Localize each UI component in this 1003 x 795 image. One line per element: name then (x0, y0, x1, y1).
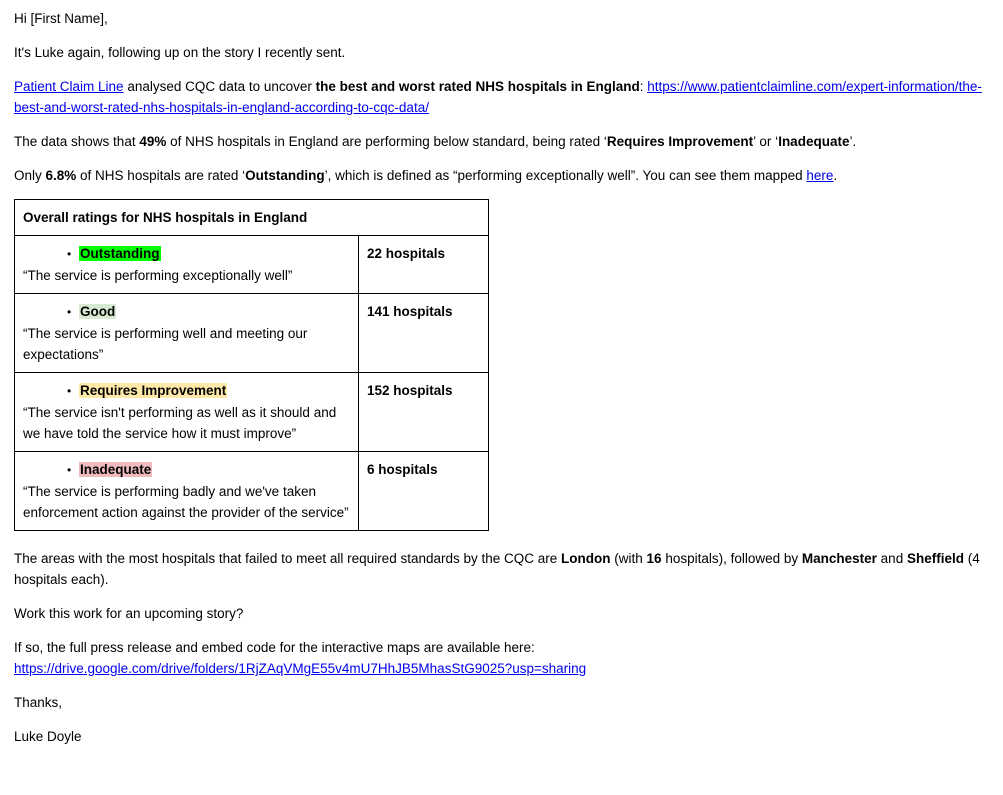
table-title-row (15, 200, 489, 236)
rating-bullet-line (23, 301, 350, 323)
hospital-count: 141 hospitals (359, 294, 489, 373)
rating-label-inadequate: Inadequate (80, 462, 152, 477)
text-run: It's Luke again, following up on the story I recently sent. (14, 45, 346, 60)
bold-text-run: Outstanding (245, 168, 325, 183)
bold-text-run: the best and worst rated NHS hospitals in England (315, 79, 640, 94)
rating-description: “The service isn't performing as well as it should and we have told the service how it must improve” (23, 405, 337, 441)
bullet-icon: • (67, 305, 72, 319)
table-row-inadequate (15, 452, 489, 531)
rating-description: “The service is performing exceptionally well” (23, 268, 293, 283)
text-run: Luke Doyle (14, 729, 82, 744)
text-run: (with (610, 551, 647, 566)
table-row-outstanding (15, 236, 489, 294)
rating-bullet-line (23, 380, 350, 402)
text-run: Work this work for an upcoming story? (14, 606, 244, 621)
rating-bullet-line (23, 243, 350, 265)
bold-text-run: Requires Improvement (606, 134, 754, 149)
bullet-icon: • (67, 247, 72, 261)
bold-text-run: London (561, 551, 611, 566)
bold-text-run: 6.8% (45, 168, 77, 183)
text-run: Thanks, (14, 695, 63, 710)
hospital-count: 152 hospitals (359, 373, 489, 452)
paragraph-signoff (14, 692, 989, 713)
text-run: ’ or ‘ (753, 134, 779, 149)
text-run: Only (14, 168, 46, 183)
text-run: Hi [First Name], (14, 11, 108, 26)
hyperlink[interactable]: here (806, 168, 834, 183)
rating-label-outstanding: Outstanding (80, 246, 160, 261)
paragraph-stat-68 (14, 165, 989, 186)
hyperlink[interactable]: Patient Claim Line (14, 79, 124, 94)
bold-text-run: 49% (139, 134, 167, 149)
bold-text-run: Manchester (801, 551, 877, 566)
rating-description: “The service is performing badly and we've taken enforcement action against the provider of the service” (23, 484, 349, 520)
bold-text-run: Inadequate (778, 134, 850, 149)
rating-description: “The service is performing well and meeting our expectations” (23, 326, 308, 362)
text-run: If so, the full press release and embed code for the interactive maps are available here: (14, 640, 535, 655)
paragraph-areas (14, 548, 989, 590)
text-run: ’, which is defined as “performing exceptionally well”. You can see them mapped (324, 168, 807, 183)
rating-bullet-line (23, 459, 350, 481)
table-row-good (15, 294, 489, 373)
paragraph-stat-49 (14, 131, 989, 152)
rating-label-good: Good (80, 304, 116, 319)
text-run: of NHS hospitals in England are performing below standard, being rated ‘ (166, 134, 607, 149)
bold-text-run: 16 (646, 551, 662, 566)
paragraph-greeting (14, 8, 989, 29)
table-row-requires-improvement (15, 373, 489, 452)
rating-label-requires-improvement: Requires Improvement (80, 383, 227, 398)
hospital-count: 22 hospitals (359, 236, 489, 294)
paragraph-drive-link (14, 637, 989, 679)
paragraph-intro (14, 42, 989, 63)
text-run: of NHS hospitals are rated ‘ (76, 168, 246, 183)
bullet-icon: • (67, 384, 72, 398)
paragraph-story-link (14, 76, 989, 118)
paragraph-signature (14, 726, 989, 747)
text-run: The data shows that (14, 134, 140, 149)
text-run: : (639, 79, 648, 94)
text-run: . (833, 168, 838, 183)
text-run: and (876, 551, 907, 566)
ratings-table (14, 199, 489, 531)
text-run: (4 hospitals each). (14, 551, 980, 587)
hyperlink[interactable]: https://www.patientclaimline.com/expert-information/the-best-and-worst-rated-nhs-hospitals-in-england-according-to-cqc-data/ (14, 79, 982, 115)
hospital-count: 6 hospitals (359, 452, 489, 531)
bold-text-run: Sheffield (906, 551, 964, 566)
bullet-icon: • (67, 463, 72, 477)
paragraph-question (14, 603, 989, 624)
text-run: analysed CQC data to uncover (123, 79, 316, 94)
text-run: hospitals), followed by (661, 551, 802, 566)
table-title: Overall ratings for NHS hospitals in England (15, 200, 489, 236)
text-run: The areas with the most hospitals that failed to meet all required standards by the CQC are (14, 551, 562, 566)
text-run: ’. (849, 134, 857, 149)
hyperlink[interactable]: https://drive.google.com/drive/folders/1RjZAqVMgE55v4mU7HhJB5MhasStG9025?usp=sharing (14, 661, 587, 676)
